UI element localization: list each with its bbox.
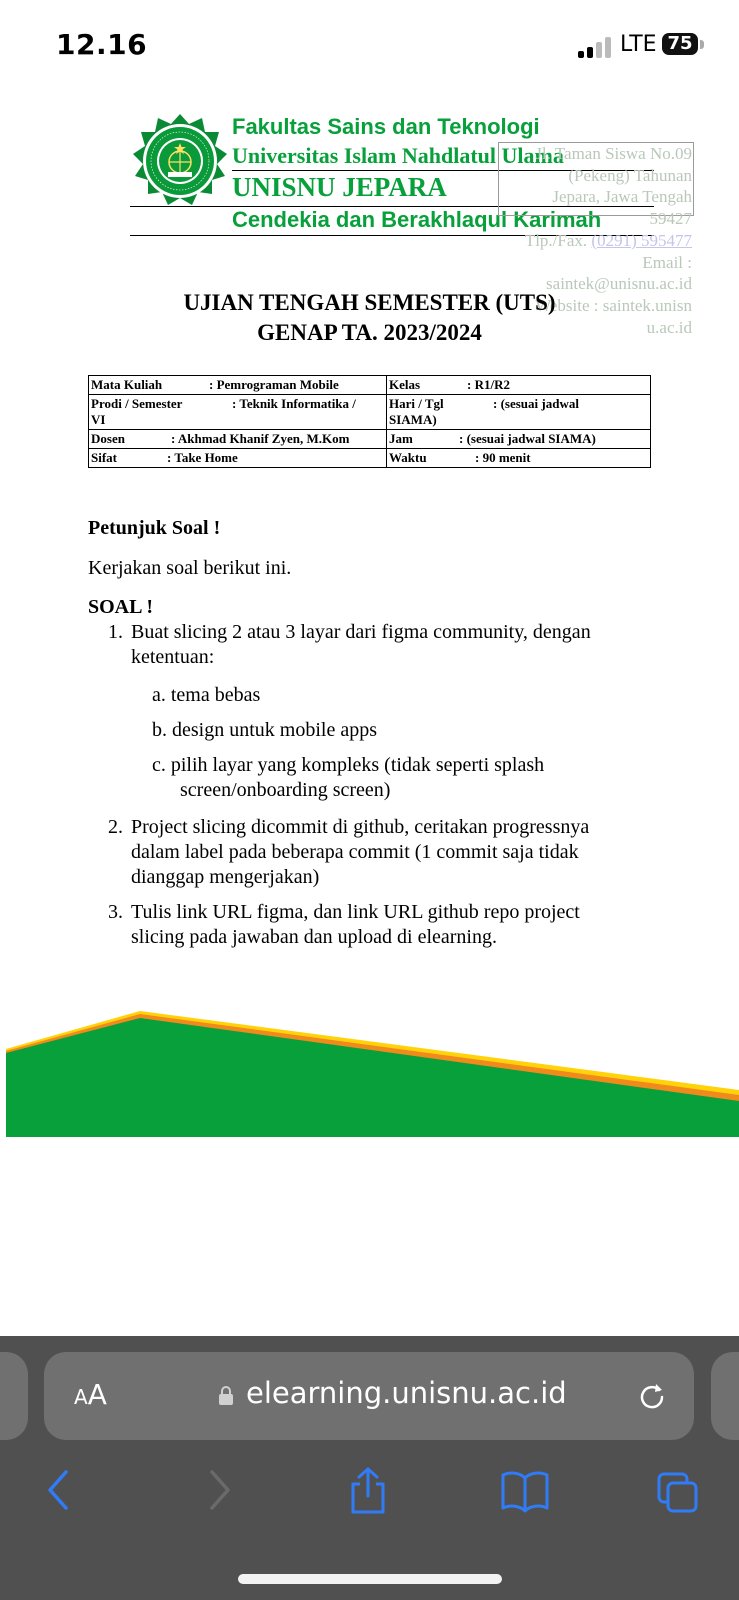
table-cell xyxy=(89,376,387,395)
table-cell xyxy=(89,449,387,468)
address-line: 59427 xyxy=(649,209,692,229)
exam-subtitle: GENAP TA. 2023/2024 xyxy=(257,320,482,345)
questions-heading: SOAL ! xyxy=(88,596,154,618)
table-cell xyxy=(387,395,651,430)
table-row xyxy=(89,449,651,468)
forward-icon[interactable] xyxy=(196,1466,240,1514)
sub-item-line: c. pilih layar yang kompleks (tidak seperti splash xyxy=(152,754,545,776)
table-row xyxy=(89,430,651,449)
university-logo-icon xyxy=(130,112,230,212)
cell-label: Dosen xyxy=(91,431,125,446)
next-tab-preview[interactable] xyxy=(711,1352,739,1440)
cell-label: Waktu xyxy=(389,450,427,465)
address-line: Jepara, Jawa Tengah xyxy=(552,187,692,207)
bookmarks-icon[interactable] xyxy=(500,1466,550,1514)
campus-name: UNISNU JEPARA xyxy=(232,172,447,202)
sub-item: a. tema bebas xyxy=(152,684,261,706)
cell-value: : Akhmad Khanif Zyen, M.Kom xyxy=(171,431,350,446)
table-row xyxy=(89,395,651,430)
question-line: Buat slicing 2 atau 3 layar dari figma community, dengan xyxy=(131,621,591,643)
phone-label: Tlp./Fax. xyxy=(524,230,588,250)
cell-value: : (sesuai jadwal SIAMA) xyxy=(459,431,596,446)
faculty-name: Fakultas Sains dan Teknologi xyxy=(232,114,540,139)
table-cell xyxy=(89,430,387,449)
cell-label: Hari / Tgl xyxy=(389,396,444,411)
question-line: dalam label pada beberapa commit (1 commit saja tidak xyxy=(131,841,579,863)
cell-value: : Take Home xyxy=(167,450,238,465)
cell-label: Prodi / Semester xyxy=(91,396,183,411)
cell-value: : Pemrograman Mobile xyxy=(209,377,339,392)
sub-item-line: screen/onboarding screen) xyxy=(180,779,391,801)
cell-label: Kelas xyxy=(389,377,421,392)
network-type: LTE xyxy=(620,32,657,57)
course-info-table xyxy=(88,375,651,468)
question-number: 1. xyxy=(108,621,123,643)
motto: Cendekia dan Berakhlaqul Karimah xyxy=(232,207,602,232)
email-value: saintek@unisnu.ac.id xyxy=(546,274,692,294)
footer-wave-graphic xyxy=(0,1005,739,1137)
university-name: Universitas Islam Nahdlatul Ulama xyxy=(232,143,564,168)
previous-tab-preview[interactable] xyxy=(0,1352,28,1440)
question-line: dianggap mengerjakan) xyxy=(131,866,320,888)
home-indicator[interactable] xyxy=(238,1574,502,1584)
cell-value: : Teknik Informatika / xyxy=(232,396,356,411)
question-number: 3. xyxy=(108,901,123,923)
website-line: Website : saintek.unisn xyxy=(535,295,692,315)
cell-label: Mata Kuliah xyxy=(91,377,163,392)
question-line: slicing pada jawaban dan upload di elearning. xyxy=(131,926,497,948)
table-cell xyxy=(387,376,651,395)
aa-small: A xyxy=(74,1385,88,1409)
address-line: Jl. Taman Siswa No.09 xyxy=(535,144,692,163)
table-cell xyxy=(387,449,651,468)
exam-title: UJIAN TENGAH SEMESTER (UTS) xyxy=(183,290,556,315)
question-1 xyxy=(131,620,591,670)
email-label: Email : xyxy=(642,252,692,272)
cell-value: : 90 menit xyxy=(475,450,531,465)
phone-link[interactable]: (0291) 595477 xyxy=(591,230,692,250)
cell-value: SIAMA) xyxy=(389,412,437,427)
table-cell xyxy=(387,430,651,449)
sub-item xyxy=(152,753,544,803)
instructions-heading: Petunjuk Soal ! xyxy=(88,517,221,539)
battery-nub xyxy=(700,40,704,49)
question-3 xyxy=(131,900,580,950)
cell-value: : (sesuai jadwal xyxy=(493,396,579,411)
website-line: u.ac.id xyxy=(646,317,692,337)
lock-icon xyxy=(218,1385,234,1405)
address-line: (Pekeng) Tahunan xyxy=(568,165,692,185)
signal-icon xyxy=(578,36,614,58)
status-time: 12.16 xyxy=(56,28,148,61)
question-line: ketentuan: xyxy=(131,646,215,668)
question-2 xyxy=(131,815,589,890)
cell-value: : R1/R2 xyxy=(467,377,510,392)
table-cell xyxy=(89,395,387,430)
instructions-text: Kerjakan soal berikut ini. xyxy=(88,557,292,579)
cell-value: VI xyxy=(91,412,106,427)
reload-icon[interactable] xyxy=(635,1380,669,1414)
back-icon[interactable] xyxy=(38,1466,82,1514)
status-bar xyxy=(0,0,739,90)
question-number: 2. xyxy=(108,816,123,838)
tabs-icon[interactable] xyxy=(656,1466,700,1514)
share-icon[interactable] xyxy=(346,1466,390,1514)
table-row xyxy=(89,376,651,395)
reader-options-button[interactable] xyxy=(74,1378,107,1411)
cell-label: Jam xyxy=(389,431,413,446)
phone-line xyxy=(482,230,692,252)
question-line: Project slicing dicommit di github, ceritakan progressnya xyxy=(131,816,590,838)
question-line: Tulis link URL figma, dan link URL github repo project xyxy=(131,901,580,923)
cell-label: Sifat xyxy=(91,450,117,465)
sub-item: b. design untuk mobile apps xyxy=(152,719,377,741)
battery-icon: 75 xyxy=(662,33,698,55)
url-text[interactable]: elearning.unisnu.ac.id xyxy=(246,1376,567,1410)
aa-big: A xyxy=(87,1378,107,1411)
